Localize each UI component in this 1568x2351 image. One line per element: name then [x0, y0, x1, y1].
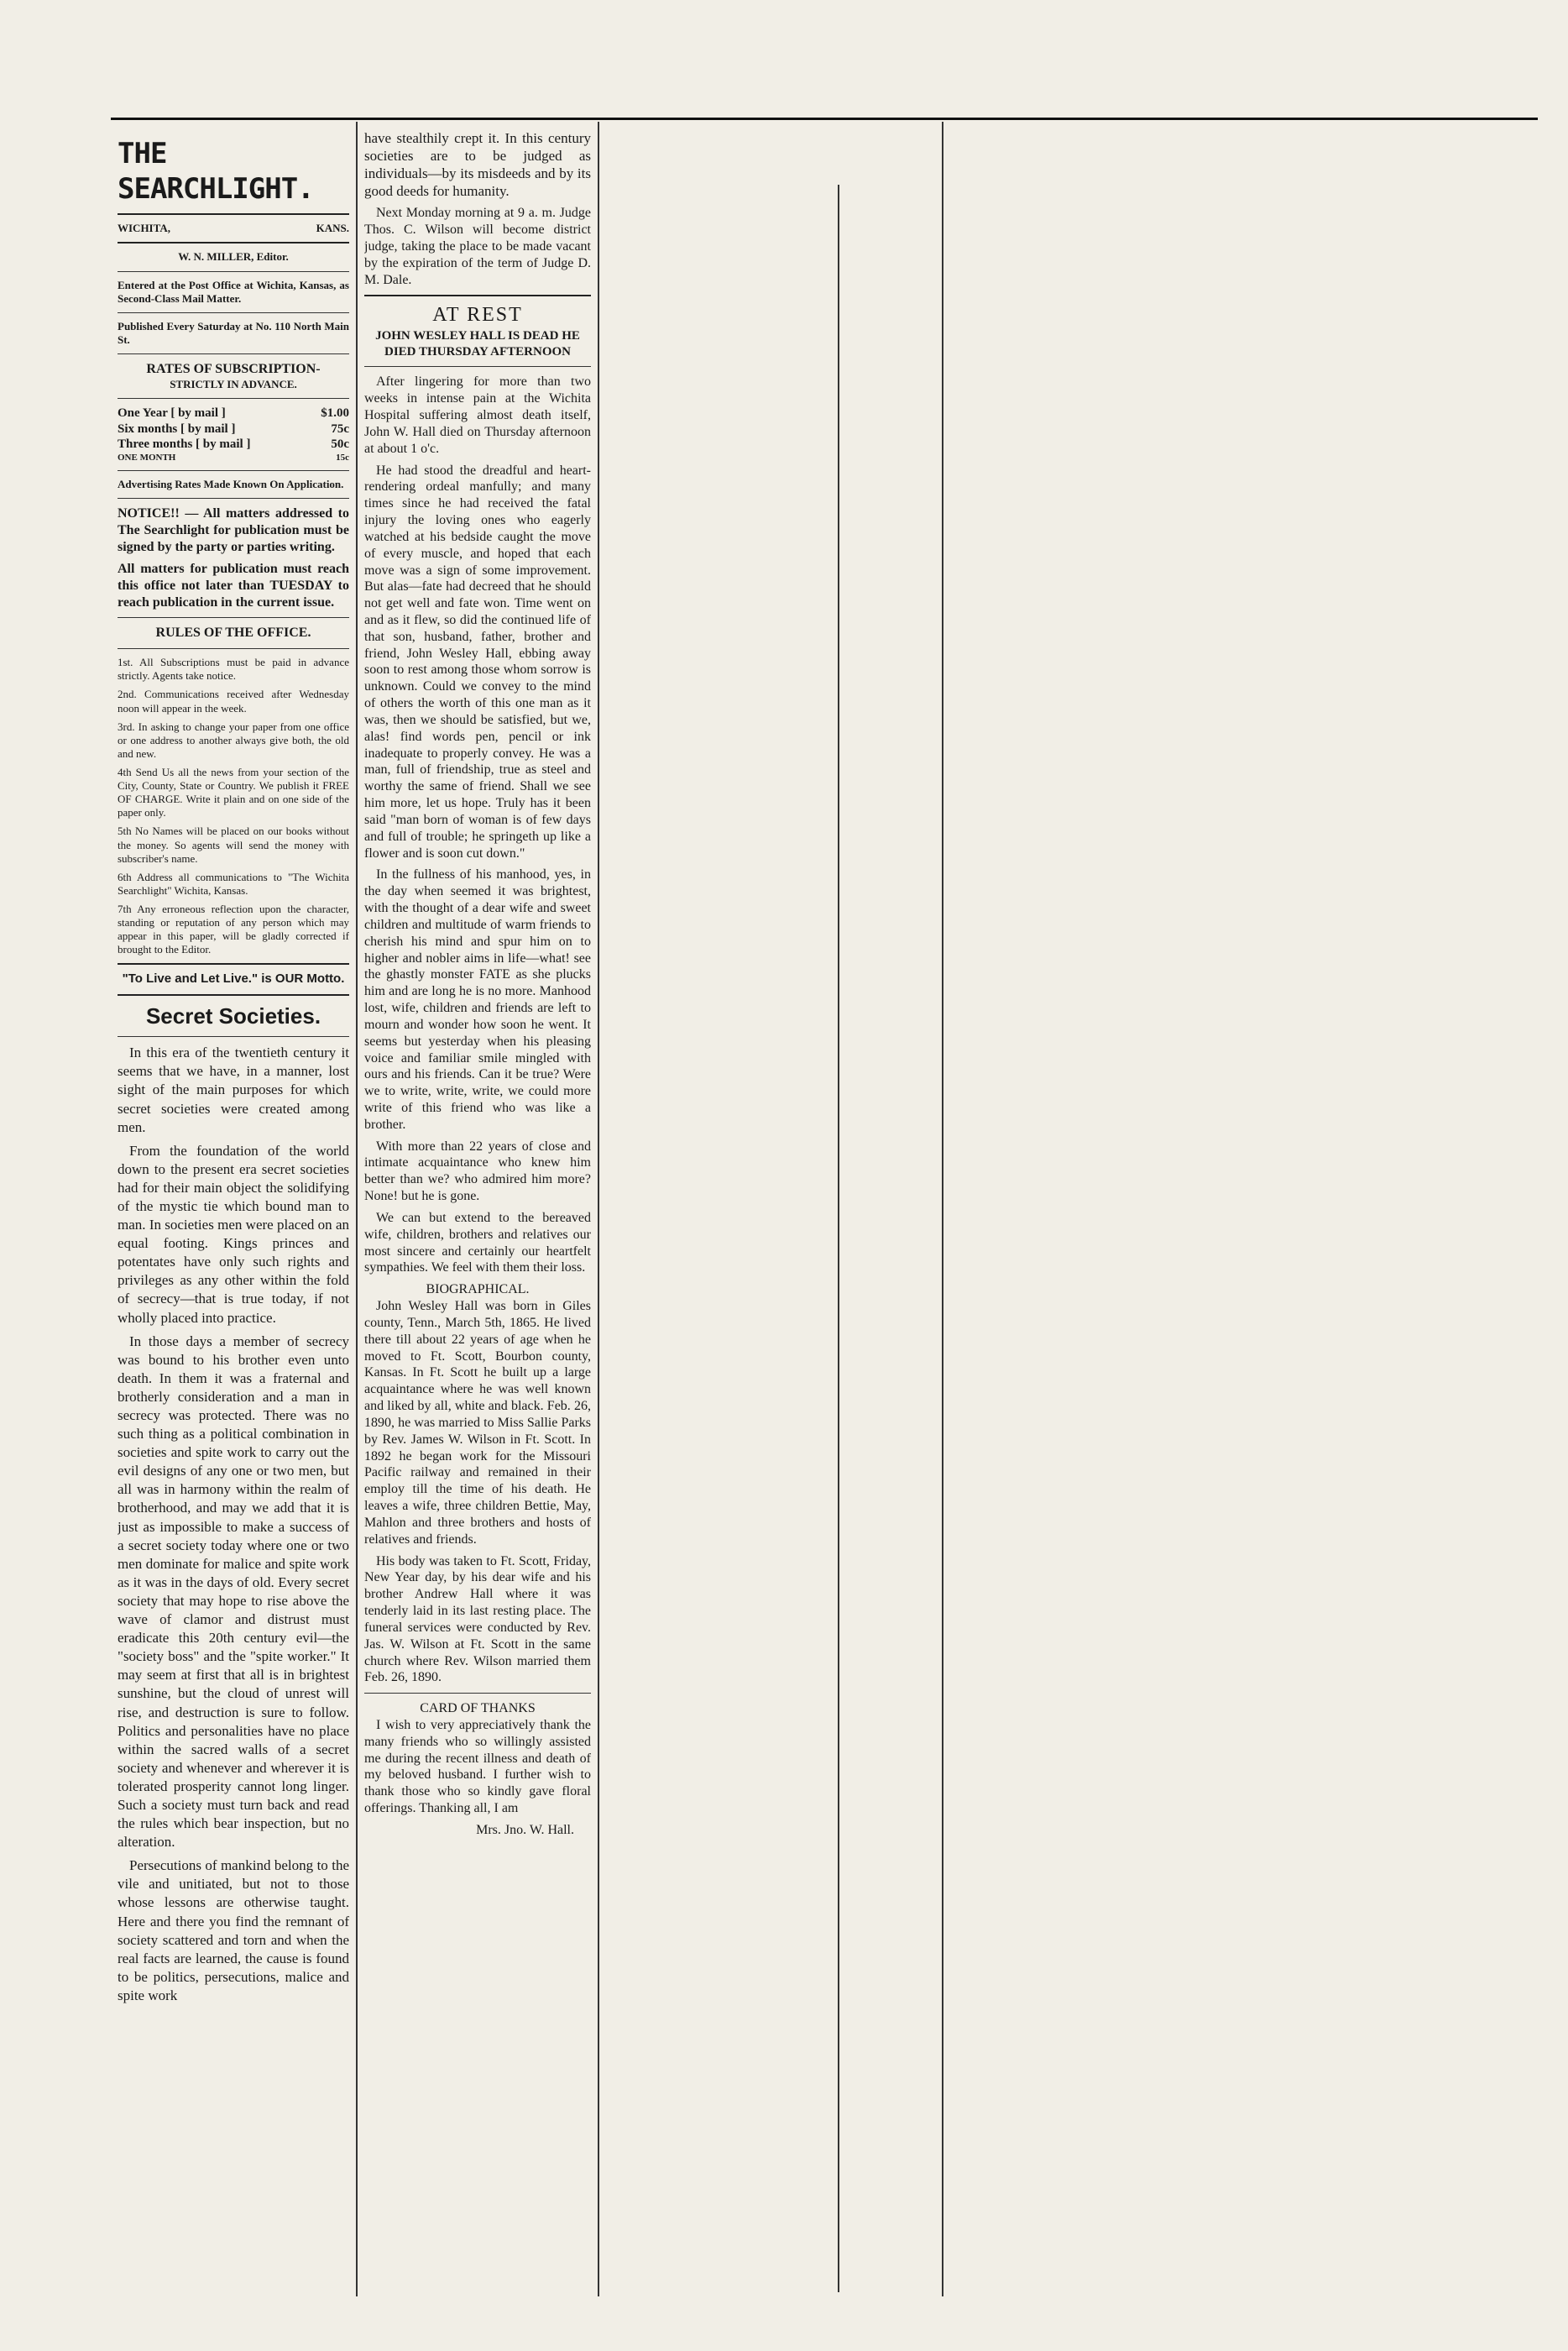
at-rest-para: He had stood the dreadful and heart-rendering ordeal manfully; and many times since he had received the fatal injury the loving ones who eagerly watched at his bedside caught the move of every muscle, and hoped that each move was a sign of some improvement. But alas—fate had decreed that he should not get well and fate won. Time went on and as it flew, so did the continued life of that son, husband, father, brother and friend, John Wesley Hall, ebbing away soon to rest among those whom sorrow is unknown. Could we convey to the mind of others the worth of this one man as it was, then we should be satisfied, but we, alas! find words pen, pencil or ink inadequate to properly convey. He was a man, full of friendship, true as steel and worthy the same of friend. Shall we see him more, let us hope. Truly has it been said "man born of woman is of few days and full of trouble; he springeth up like a flower and is soon cut down.": [364, 463, 591, 861]
rate-term: ONE MONTH: [118, 452, 176, 463]
notice: NOTICE!! — All matters addressed to The Searchlight for publication must be signed by the party or parties writing.: [118, 506, 349, 555]
divider: [364, 1693, 591, 1694]
judge-notice: Next Monday morning at 9 a. m. Judge Thos. C. Wilson will become district judge, taking the place to be made vacant by the expiration of the term of Judge D. M. Dale.: [364, 206, 591, 287]
secret-para: Persecutions of mankind belong to the vile and unitiated, but not to those whose lessons are otherwise taught. Here and there you find the remnant of society scattered and torn and when the real facts are learned, the cause is found to be politics, persecutions, malice and spite work: [118, 1857, 349, 2003]
at-rest-para: In the fullness of his manhood, yes, in the day when seemed it was brightest, with the thought of a dear wife and sweet children and multitude of warm friends to cherish his mind and spur him on to higher and nobler aims in life—what! see the ghastly monster FATE as she plucks him and are long he is no more. Manhood lost, wife, children and friends are left to mourn and wonder how soon he went. It seems but yesterday when his pleasing voice and familiar smile mingled with ours and his friends. Can it be true? Were we to write, write, write, we could more write of this friend who was like a brother.: [364, 867, 591, 1132]
rate-price: 75c: [331, 422, 349, 436]
column-rule: [598, 122, 599, 2296]
thanks-signature: Mrs. Jno. W. Hall.: [476, 1822, 574, 1837]
bio-para: John Wesley Hall was born in Giles county, Tenn., March 5th, 1865. He lived there till about 22 years of age when he moved to Ft. Scott, Bourbon county, Kansas. In Ft. Scott he built up a large acquaintance where he was well known and liked by all, white and black. Feb. 26, 1890, he was married to Miss Sallie Parks by Rev. James W. Wilson in Ft. Scott. In 1892 he began work for the Missouri Pacific railway and remained in their employ till the time of his death. He leaves a wife, three children Bettie, May, Mahlon and three brothers and hosts of relatives and friends.: [364, 1299, 591, 1547]
divider: [118, 994, 349, 996]
bio-para: His body was taken to Ft. Scott, Friday, New Year day, by his dear wife and his brother Andrew Hall where it was tenderly laid in its last resting place. The funeral services were conducted by Rev. Jas. W. Wilson at Ft. Scott in the same church where Rev. Wilson married them Feb. 26, 1890.: [364, 1553, 591, 1685]
top-rule: [111, 118, 1538, 120]
rule-item: 7th Any erroneous reflection upon the character, standing or reputation of any person which may appear in this paper, will be gladly corrected if brought to the Editor.: [118, 902, 349, 956]
rate-row: [118, 453, 349, 464]
at-rest-para: With more than 22 years of close and intimate acquaintance who knew him better than we? who admired him more? None! but he is gone.: [364, 1139, 591, 1204]
rule-item: 6th Address all communications to "The Wichita Searchlight" Wichita, Kansas.: [118, 870, 349, 897]
rate-term: Three months [ by mail ]: [118, 437, 251, 452]
editor-line: W. N. MILLER, Editor.: [178, 250, 289, 264]
card-of-thanks-title: CARD OF THANKS: [420, 1701, 536, 1716]
masthead-title: THE SEARCHLIGHT.: [118, 137, 314, 207]
rule-item: 4th Send Us all the news from your section of the City, County, State or Country. We publish it FREE OF CHARGE. Write it plain and on one side of the paper only.: [118, 765, 349, 819]
matters-notice: All matters for publication must reach this office not later than TUESDAY to reach publication in the current issue.: [118, 561, 349, 610]
rule-item: 5th No Names will be placed on our books without the money. So agents will send the money with subscriber's name.: [118, 825, 349, 865]
rule-item: 2nd. Communications received after Wednesday noon will appear in the week.: [118, 688, 349, 715]
divider: [118, 470, 349, 471]
ad-rates: Advertising Rates Made Known On Application.: [118, 478, 344, 491]
masthead-place: [118, 222, 349, 235]
rate-price: 50c: [331, 437, 349, 452]
rate-row: [118, 406, 349, 422]
column-rule: [838, 185, 839, 2292]
divider: [364, 295, 591, 296]
published-notice: Published Every Saturday at No. 110 North Main St.: [118, 319, 349, 346]
secret-title: Secret Societies.: [145, 1003, 321, 1029]
divider: [118, 353, 349, 354]
rate-price: 15c: [336, 452, 349, 463]
divider: [118, 963, 349, 965]
at-rest-subtitle: JOHN WESLEY HALL IS DEAD HE DIED THURSDAY AFTERNOON: [375, 329, 580, 359]
divider: [118, 498, 349, 499]
divider: [118, 617, 349, 618]
motto: "To Live and Let Live." is OUR Motto.: [122, 971, 345, 987]
rate-row: [118, 437, 349, 453]
column-rule: [356, 122, 358, 2296]
rate-price: $1.00: [321, 406, 349, 420]
column-1: [118, 129, 349, 2010]
place-left: WICHITA,: [118, 222, 170, 235]
rule-item: 1st. All Subscriptions must be paid in advance strictly. Agents take notice.: [118, 656, 349, 683]
secret-para: From the foundation of the world down to the present era secret societies had for their main object the solidifying of the mystic tie which bound man to man. In societies men were placed on an equal footing. Kings princes and potentates have only such rights and privileges as any other within the fold of secrecy—that is true today, if not wholly placed into practice.: [118, 1142, 349, 1326]
divider: [118, 213, 349, 215]
card-of-thanks: I wish to very appreciatively thank the many friends who so willingly assisted me during the recent illness and death of my beloved husband. I further wish to thank those who so kindly gave floral offerings. Thanking all, I am: [364, 1717, 591, 1816]
newspaper-page: [111, 118, 1538, 2301]
divider: [118, 648, 349, 649]
at-rest-para: We can but extend to the bereaved wife, children, brothers and relatives our most sincere and certainly our heartfelt sympathies. We feel with them their loss.: [364, 1210, 591, 1275]
divider: [118, 1036, 349, 1037]
biographical-title: BIOGRAPHICAL.: [426, 1282, 530, 1297]
divider: [118, 271, 349, 272]
column-rule: [942, 122, 943, 2296]
secret-para: In those days a member of secrecy was bound to his brother even unto death. In them it was a fraternal and brotherly consideration and a man in secrecy was protected. There was no such thing as a political combination in societies and spite work to carry out the evil designs of any one or two men, but all was in harmony within the realm of brotherhood, and may we add that it is just as impossible to make a success of a secret society today where one or two men dominate for malice and spite work as it was in the days of old. Every secret society that may hope to rise above the wave of clamor and distrust must eradicate this 20th century evil—the "society boss" and the "spite worker." It may seem at first that all is in brightest sunshine, but the cloud of unrest will rise, and destruction is sure to follow. Politics and personalities have no place within the sacred walls of a secret society and whenever and wherever it is tolerated prosperity cannot long linger. Such a society must turn back and read the rules which bear inspection, but no alteration.: [118, 1333, 349, 1851]
divider: [364, 366, 591, 367]
rate-term: One Year [ by mail ]: [118, 406, 226, 420]
rate-row: [118, 422, 349, 437]
column-2: [364, 129, 591, 1839]
secret-continued: have stealthily crept it. In this century societies are to be judged as individuals—by its misdeeds and by its good deeds for humanity.: [364, 130, 591, 200]
divider: [118, 242, 349, 243]
rates-title: RATES OF SUBSCRIPTION-: [146, 361, 321, 376]
rates-table: [118, 406, 349, 463]
entered-notice: Entered at the Post Office at Wichita, Kansas, as Second-Class Mail Matter.: [118, 278, 349, 305]
rule-item: 3rd. In asking to change your paper from one office or one address to another always give both, the old and new.: [118, 720, 349, 760]
at-rest-para: After lingering for more than two weeks in intense pain at the Wichita Hospital suffering almost death itself, John W. Hall died on Thursday afternoon at about 1 o'c.: [364, 374, 591, 456]
rates-sub: STRICTLY IN ADVANCE.: [170, 377, 297, 390]
place-right: KANS.: [316, 222, 349, 235]
at-rest-title: AT REST: [432, 304, 523, 327]
rules-title: RULES OF THE OFFICE.: [155, 626, 311, 641]
divider: [118, 312, 349, 313]
rate-term: Six months [ by mail ]: [118, 422, 236, 436]
secret-para: In this era of the twentieth century it seems that we have, in a manner, lost sight of the main purposes for which secret societies were created among men.: [118, 1045, 349, 1135]
divider: [118, 398, 349, 399]
